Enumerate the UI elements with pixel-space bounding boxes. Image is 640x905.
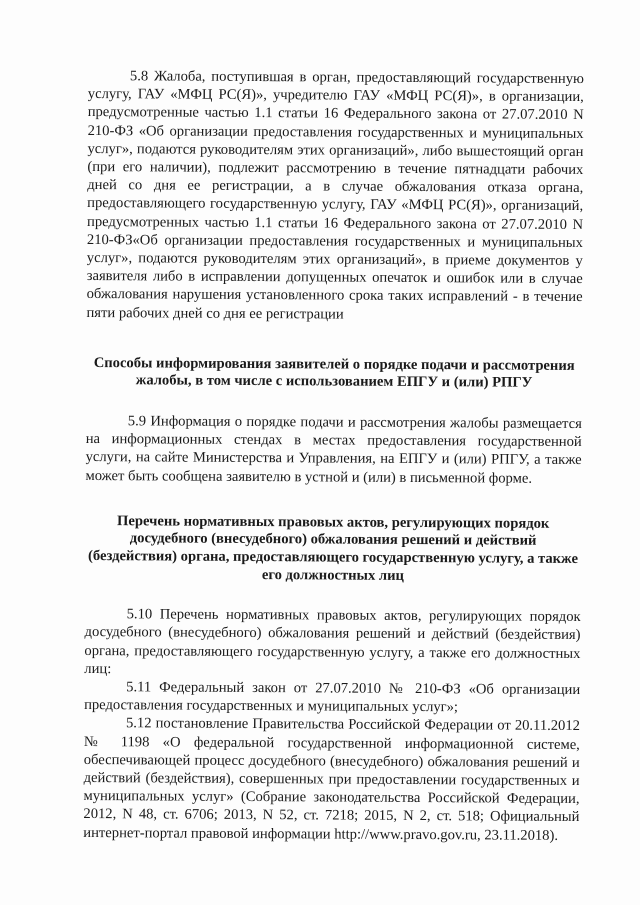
paragraph-5-10: 5.10 Перечень нормативных правовых актов, регулирующих порядок досудебного (внесудебного) обжалования решений и действий (бездействия) органа, предоставляющего государственную услугу, а также его должностных лиц:	[84, 606, 581, 677]
section-heading-legal-acts: Перечень нормативных правовых актов, регулирующих порядок досудебного (внесудебного) обжалования решений и действий (бездействия) органа, предоставляющего государственную услугу, а также его должностных лиц	[88, 513, 579, 584]
paragraph-5-11: 5.11 Федеральный закон от 27.07.2010 № 210-ФЗ «Об организации предоставления государственных и муниципальных услуг»;	[84, 679, 581, 716]
paragraph-5-12: 5.12 постановление Правительства Российской Федерации от 20.11.2012 № 1198 «О федеральной государственной информационной системе, обеспечивающей процесс досудебного (внесудебного) обжалования решений и действий (бездействия), совершенных при предоставлении государственных и муниципальных услуг» (Собрание законодательства Российской Федерации, 2012, N 48, ст. 6706; 2013, N 52, ст. 7218; 2015, N 2, ст. 518; Официальный интернет-портал правовой информации http://www.pravo.gov.ru, 23.11.2018).	[83, 715, 581, 844]
paragraph-5-8: 5.8 Жалоба, поступившая в орган, предоставляющий государственную услугу, ГАУ «МФЦ РС(Я)», учредителю ГАУ «МФЦ РС(Я)», в организации, предусмотренные частью 1.1 статьи 16 Федерального закона от 27.07.2010 N 210-ФЗ «Об организации предоставления государственных и муниципальных услуг», подаются руководителям этих организаций», либо вышестоящий орган (при его наличии), подлежит рассмотрению в течение пятнадцати рабочих дней со дня ее регистрации, а в случае обжалования отказа органа, предоставляющего государственную услугу, ГАУ «МФЦ РС(Я)», организаций, предусмотренных частью 1.1 статьи 16 Федерального закона от 27.07.2010 N 210-ФЗ«Об организации предоставления государственных и муниципальных услуг», подаются руководителям этих организаций», в приеме документов у заявителя либо в исправлении допущенных опечаток и ошибок или в случае обжалования нарушения установленного срока таких исправлений - в течение пяти рабочих дней со дня ее регистрации	[86, 68, 584, 323]
section-heading-informing: Способы информирования заявителей о порядке подачи и рассмотрения жалобы, в том числе с использованием ЕПГУ и (или) РПГУ	[93, 354, 575, 392]
paragraph-5-9: 5.9 Информация о порядке подачи и рассмотрения жалобы размещается на информационных стендах в местах предоставления государственной услуги, на сайте Министерства и Управления, на ЕПГУ и (или) РПГУ, а также может быть сообщена заявителю в устной и (или) в письменной форме.	[85, 413, 582, 487]
document-body	[83, 67, 584, 845]
